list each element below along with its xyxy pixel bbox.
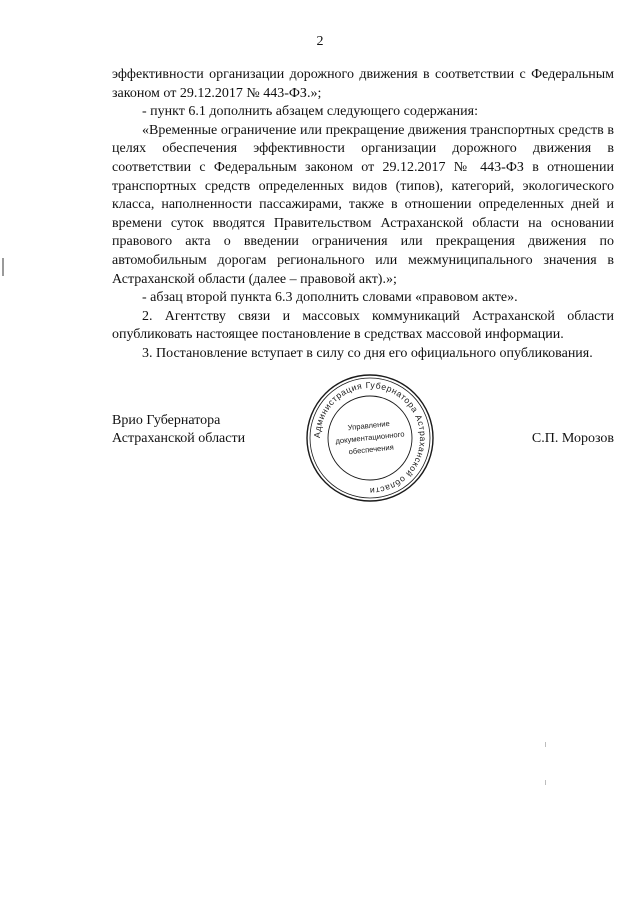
signatory-title-line-1: Врио Губернатора — [112, 413, 221, 428]
document-body — [112, 66, 614, 364]
paragraph-point-3: 3. Постановление вступает в силу со дня его официального опубликования. — [142, 345, 593, 361]
paragraph-point-2: 2. Агентству связи и массовых коммуникаций Астраханской области опубликовать настоящее постановление в средствах массовой информации. — [112, 308, 614, 343]
seal-center-line-3: обеспечения — [348, 442, 395, 457]
page-number: 2 — [316, 34, 324, 49]
paragraph-item-6-3: - абзац второй пункта 6.3 дополнить словами «правовом акте». — [142, 290, 518, 306]
signatory-title-line-2: Астраханской области — [112, 431, 246, 446]
paragraph-continuation: эффективности организации дорожного движения в соответствии с Федеральным законом от 29.12.2017 № 443-ФЗ.»; — [112, 67, 614, 101]
scan-margin-mark — [2, 258, 4, 276]
signatory-name: С.П. Морозов — [531, 431, 614, 446]
signature-block — [112, 412, 614, 532]
seal-center-line-1: Управление — [347, 418, 391, 433]
scan-speck — [545, 742, 546, 747]
seal-center-line-2: документационного — [335, 429, 405, 446]
paragraph-quoted-amendment: «Временные ограничение или прекращение движения транспортных средств в целях обеспечения эффективности организации дорожного движения в соответствии с Федеральным законом от 29.12.2017 № 443-ФЗ в отношении транспортных средств определенных видов (типов), категорий, экологического класса, наполненности пассажирами, также в отношении определенных дней и времени суток вводятся Правительством Астраханской области на основании правового акта о введении ограничения или прекращения движения по автомобильным дорогам регионального или межмуниципального значения в Астраханской области (далее – правовой акт).»; — [112, 122, 614, 287]
scan-speck — [545, 780, 546, 785]
paragraph-item-6-1: - пункт 6.1 дополнить абзацем следующего содержания: — [142, 104, 478, 120]
signatory-title — [112, 412, 245, 448]
seal-ring-text: Администрация Губернатора Астраханской области — [311, 379, 429, 497]
